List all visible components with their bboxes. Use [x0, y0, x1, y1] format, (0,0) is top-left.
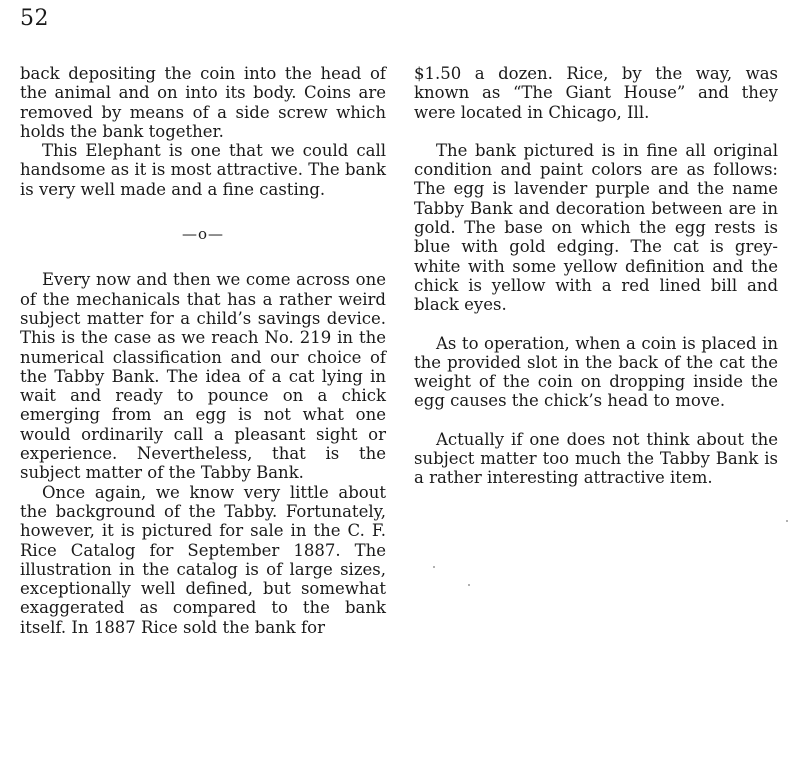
- section-separator: —o—: [181, 225, 225, 244]
- right-paragraph-condition: The bank pictured is in fine all original condition and paint colors are as follows: The egg is lavender purple and the name Tabby Bank and decoration between are in gold. The base on which the egg rests is blue with gold edging. The cat is grey-white with some yellow definition and the chick is yellow with a red lined bill and black eyes.: [414, 140, 778, 315]
- right-paragraph-continuation: $1.50 a dozen. Rice, by the way, was known as “The Giant House” and they were located in Chicago, Ill.: [414, 64, 778, 122]
- print-speck: [468, 584, 470, 586]
- print-speck: [786, 520, 788, 522]
- left-paragraph-elephant: This Elephant is one that we could call handsome as it is most attractive. The bank is very well made and a fine casting.: [20, 141, 386, 199]
- left-paragraph-background: Once again, we know very little about the background of the Tabby. Fortunately, however, it is pictured for sale in the C. F. Rice Catalog for September 1887. The illustration in the catalog is of large sizes, exceptionally well defined, but somewhat exaggerated as compared to the bank itself. In 1887 Rice sold the bank for: [20, 482, 386, 637]
- right-paragraph-operation: As to operation, when a coin is placed in the provided slot in the back of the cat the weight of the coin on dropping inside the egg causes the chick’s head to move.: [414, 333, 778, 411]
- page-number: 52: [20, 6, 49, 31]
- right-column: [414, 64, 778, 488]
- left-column: [20, 64, 386, 637]
- left-paragraph-tabby-intro: Every now and then we come across one of the mechanicals that has a rather weird subject matter for a child’s savings device. This is the case as we reach No. 219 in the numerical classification and our choice of the Tabby Bank. The idea of a cat lying in wait and ready to pounce on a chick emerging from an egg is not what one would ordinarily call a pleasant sight or experience. Nevertheless, that is the subject matter of the Tabby Bank.: [20, 270, 386, 483]
- print-speck: [433, 566, 435, 568]
- left-paragraph-continuation: back depositing the coin into the head of the animal and on into its body. Coins are removed by means of a side screw which holds the bank together.: [20, 64, 386, 141]
- right-paragraph-conclusion: Actually if one does not think about the subject matter too much the Tabby Bank is a rather interesting attractive item.: [414, 429, 778, 488]
